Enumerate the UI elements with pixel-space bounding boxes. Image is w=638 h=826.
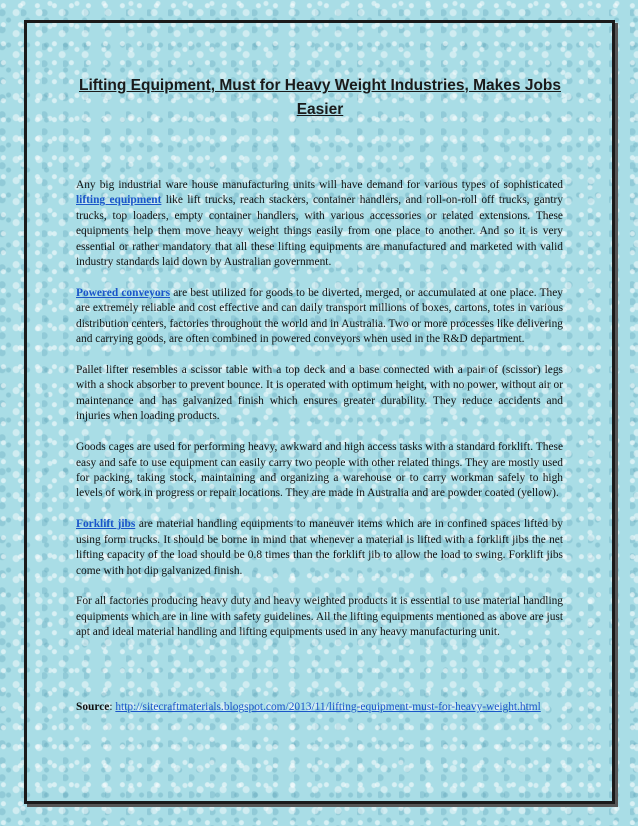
- paragraph-conclusion: For all factories producing heavy duty and heavy weighted products it is essential to use material handling equipments which are in line with safety guidelines. All the lifting equipments mentioned as above are just apt and ideal material handling and lifting equipments used in any heavy manufacturing unit.: [76, 595, 563, 639]
- paragraph-text: like lift trucks, reach stackers, container handlers, and roll-on-roll off trucks, gantry trucks, top loaders, empty container handlers, with various accessories or related extensions. These equipments help them move heavy weight things easily from one place to another. And so it is very essential or rather mandatory that all these lifting equipments are manufactured and marketed with valid industry standards laid down by Australian government.: [76, 194, 563, 269]
- source-citation: [76, 700, 563, 715]
- powered-conveyors-link[interactable]: Powered conveyors: [76, 286, 171, 299]
- paragraph-forklift-jibs: [76, 517, 563, 579]
- source-separator: :: [109, 701, 116, 713]
- forklift-jibs-link[interactable]: Forklift jibs: [76, 518, 136, 531]
- paragraph-goods-cages: Goods cages are used for performing heavy, awkward and high access tasks with a standard forklift. These easy and safe to use equipment can easily carry two people with other related things. They are mostly used for packing, taking stock, maintaining and organizing a warehouse or to carry workman safely to high levels of work in progress or repair locations. They are made in Australia and are powder coated (yellow).: [76, 441, 563, 500]
- paragraph-text: are material handling equipments to maneuver items which are in confined spaces lifted by using form trucks. It should be borne in mind that whenever a material is lifted with a forklift jibs the net lifting capacity of the load should be 0.8 times than the forklift jib to allow the load to swing. Forklift jibs come with hot dip galvanized finish.: [76, 518, 563, 577]
- paragraph-text: Any big industrial ware house manufacturing units will have demand for various types of sophisticated: [76, 179, 563, 191]
- paragraph-powered-conveyors: [76, 286, 563, 348]
- paragraph-lifting-equipment: [76, 178, 563, 270]
- lifting-equipment-link[interactable]: lifting equipment: [76, 194, 162, 207]
- source-label: Source: [76, 701, 110, 713]
- document-title: Lifting Equipment, Must for Heavy Weight Industries, Makes Jobs Easier: [79, 77, 561, 118]
- paragraph-pallet-lifter: Pallet lifter resembles a scissor table with a top deck and a base connected with a pair of (scissor) legs with a shock absorber to prevent bounce. It is operated with optimum height, with no power, without air or maintenance and has galvanized finish which ensures greater durability. They reduce accidents and injuries when loading products.: [76, 364, 563, 423]
- source-url-link[interactable]: http://sitecraftmaterials.blogspot.com/2013/11/lifting-equipment-must-for-heavy-weight.html: [115, 701, 541, 713]
- paragraph-text: are best utilized for goods to be diverted, merged, or accumulated at one place. They are extremely reliable and cost effective and can daily transport millions of boxes, cartons, totes in various distribution centers, factories throughout the world and in Australia. Two or more processes like delivering and carrying goods, are often combined in powered conveyors when used in the R&D department.: [76, 286, 563, 346]
- document-body: [76, 178, 563, 656]
